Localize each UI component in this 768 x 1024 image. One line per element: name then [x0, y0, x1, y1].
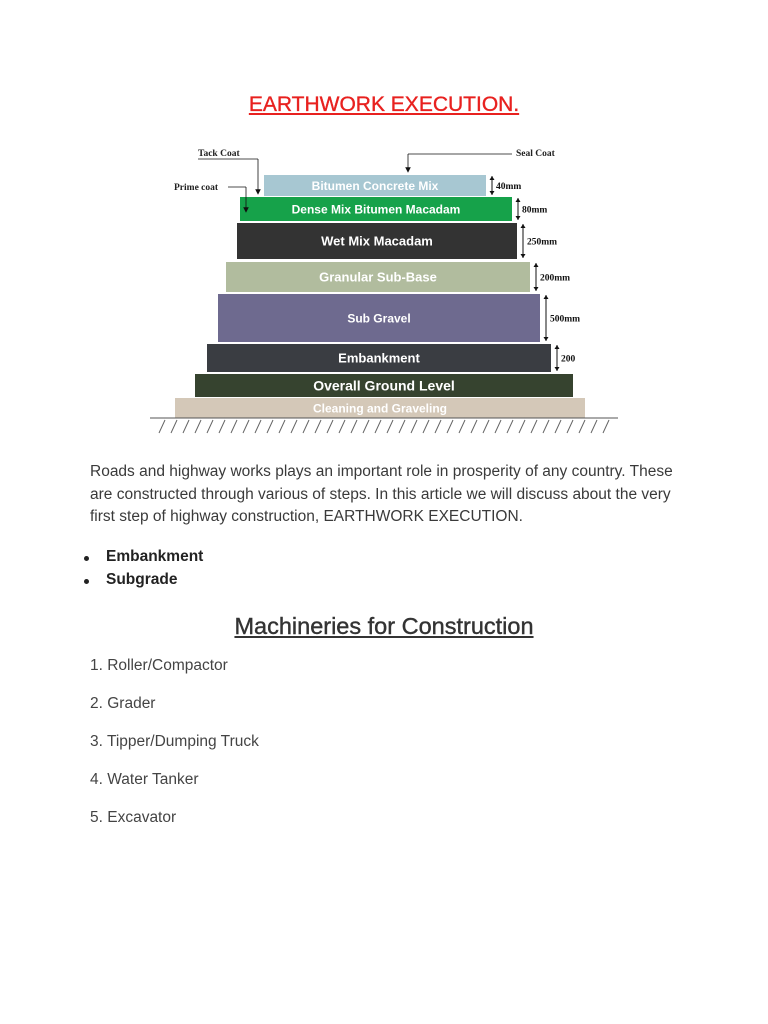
layer-label: Cleaning and Graveling — [312, 401, 448, 416]
hatch-line — [171, 420, 177, 433]
hatch-line — [303, 420, 309, 433]
machinery-item: 2. Grader — [90, 695, 156, 712]
hatch-line — [447, 420, 453, 433]
dimension-arrowhead — [544, 337, 549, 341]
hatch-line — [339, 420, 345, 433]
hatch-line — [159, 420, 165, 433]
topic-item-embankment: Embankment — [84, 546, 203, 569]
machinery-heading: Machineries for Construction — [234, 613, 534, 639]
hatch-line — [255, 420, 261, 433]
dimension-arrowhead — [516, 216, 521, 220]
dimension-arrowhead — [534, 287, 539, 291]
hatch-line — [315, 420, 321, 433]
thickness-label: 500mm — [550, 314, 581, 325]
thickness-label: 200mm — [540, 273, 571, 284]
machinery-item: 3. Tipper/Dumping Truck — [90, 733, 259, 750]
hatch-line — [483, 420, 489, 433]
hatch-line — [591, 420, 597, 433]
hatch-line — [267, 420, 273, 433]
layer-label: Dense Mix Bitumen Macadam — [291, 202, 461, 217]
page-title: EARTHWORK EXECUTION. — [248, 93, 520, 116]
hatch-line — [231, 420, 237, 433]
hatch-line — [555, 420, 561, 433]
hatch-line — [507, 420, 513, 433]
dimension-arrowhead — [555, 345, 560, 349]
hatch-line — [471, 420, 477, 433]
hatch-line — [411, 420, 417, 433]
dimension-arrowhead — [521, 224, 526, 228]
hatch-line — [579, 420, 585, 433]
hatch-line — [183, 420, 189, 433]
dimension-arrowhead — [521, 254, 526, 258]
hatch-line — [351, 420, 357, 433]
dimension-arrowhead — [490, 176, 495, 180]
hatch-line — [603, 420, 609, 433]
layer-label: Bitumen Concrete Mix — [311, 178, 439, 193]
hatch-line — [363, 420, 369, 433]
topic-list — [84, 546, 203, 591]
dimension-arrowhead — [544, 295, 549, 299]
machinery-list — [90, 656, 259, 846]
hatch-line — [219, 420, 225, 433]
ground-hatching — [159, 420, 609, 433]
hatch-line — [279, 420, 285, 433]
hatch-line — [387, 420, 393, 433]
layer-label: Wet Mix Macadam — [321, 233, 433, 249]
topic-item-subgrade: Subgrade — [84, 569, 203, 592]
dimension-arrowhead — [534, 263, 539, 267]
layer-label: Overall Ground Level — [313, 377, 455, 394]
hatch-line — [327, 420, 333, 433]
dimension-arrowhead — [555, 367, 560, 371]
machinery-item: 5. Excavator — [90, 809, 177, 826]
hatch-line — [291, 420, 297, 433]
hatch-line — [195, 420, 201, 433]
thickness-label: 80mm — [522, 205, 548, 216]
layer-label: Sub Gravel — [347, 311, 411, 326]
hatch-line — [207, 420, 213, 433]
layer-label: Granular Sub-Base — [319, 269, 437, 285]
seal-coat-label: Seal Coat — [516, 149, 555, 159]
thickness-label: 250mm — [527, 237, 558, 248]
hatch-line — [567, 420, 573, 433]
hatch-line — [423, 420, 429, 433]
pavement-layers-diagram — [140, 140, 630, 440]
hatch-line — [399, 420, 405, 433]
machinery-item: 1. Roller/Compactor — [90, 657, 228, 674]
layer-label: Embankment — [338, 350, 420, 366]
thickness-label: 200 — [561, 354, 576, 365]
hatch-line — [375, 420, 381, 433]
hatch-line — [459, 420, 465, 433]
machinery-item: 4. Water Tanker — [90, 771, 199, 788]
hatch-line — [495, 420, 501, 433]
hatch-line — [531, 420, 537, 433]
tack-coat-label: Tack Coat — [198, 149, 240, 159]
intro-paragraph: Roads and highway works plays an important role in prosperity of any country. These are constructed through various of steps. In this article we will discuss about the very first step of highway construction, EARTHWORK EXECUTION. — [90, 463, 673, 525]
hatch-line — [243, 420, 249, 433]
thickness-label: 40mm — [496, 182, 522, 192]
hatch-line — [543, 420, 549, 433]
hatch-line — [435, 420, 441, 433]
hatch-line — [519, 420, 525, 433]
dimension-arrowhead — [490, 191, 495, 195]
prime-coat-label: Prime coat — [174, 183, 219, 193]
dimension-arrowhead — [516, 198, 521, 202]
